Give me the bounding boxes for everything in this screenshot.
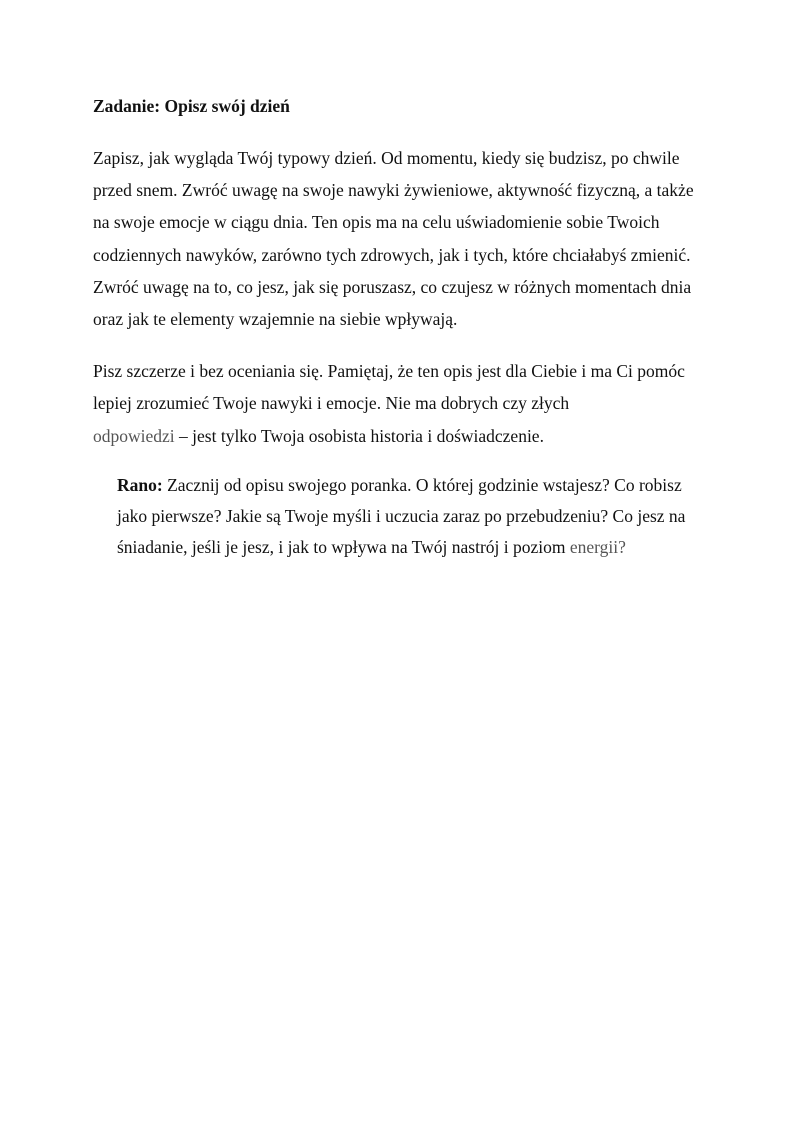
- guidance-paragraph: [93, 355, 705, 452]
- document-title: Zadanie: Opisz swój dzień: [93, 96, 290, 116]
- morning-item: [117, 470, 707, 563]
- guidance-text-end: – jest tylko Twoja osobista historia i doświadczenie.: [174, 425, 544, 446]
- intro-paragraph: Zapisz, jak wygląda Twój typowy dzień. Od momentu, kiedy się budzisz, po chwile przed snem. Zwróć uwagę na swoje nawyki żywieniowe, aktywność fizyczną, a także na swoje emocje w ciągu dnia. Ten opis ma na celu uświadomienie sobie Twoich codziennych nawyków, zarówno tych zdrowych, jak i tych, które chciałabyś zmienić. Zwróć uwagę na to, co jesz, jak się poruszasz, co czujesz w różnych momentach dnia oraz jak te elementy wzajemnie na siebie wpływają.: [93, 148, 694, 330]
- guidance-text: Pisz szczerze i bez oceniania się. Pamiętaj, że ten opis jest dla Ciebie i ma Ci pomóc lepiej zrozumieć Twoje nawyki i emocje. Nie ma dobrych czy złych: [93, 361, 685, 414]
- document-content: [93, 94, 705, 580]
- guidance-soft-word: odpowiedzi: [93, 425, 175, 446]
- morning-label: Rano:: [117, 474, 163, 495]
- morning-text: Zacznij od opisu swojego poranka. O której godzinie wstajesz? Co robisz jako pierwsze? Jakie są Twoje myśli i uczucia zaraz po przebudzeniu? Co jesz na śniadanie, jeśli je jesz, i jak to wpływa na Twój nastrój i poziom: [117, 474, 686, 557]
- morning-text-tail: energii?: [569, 536, 626, 557]
